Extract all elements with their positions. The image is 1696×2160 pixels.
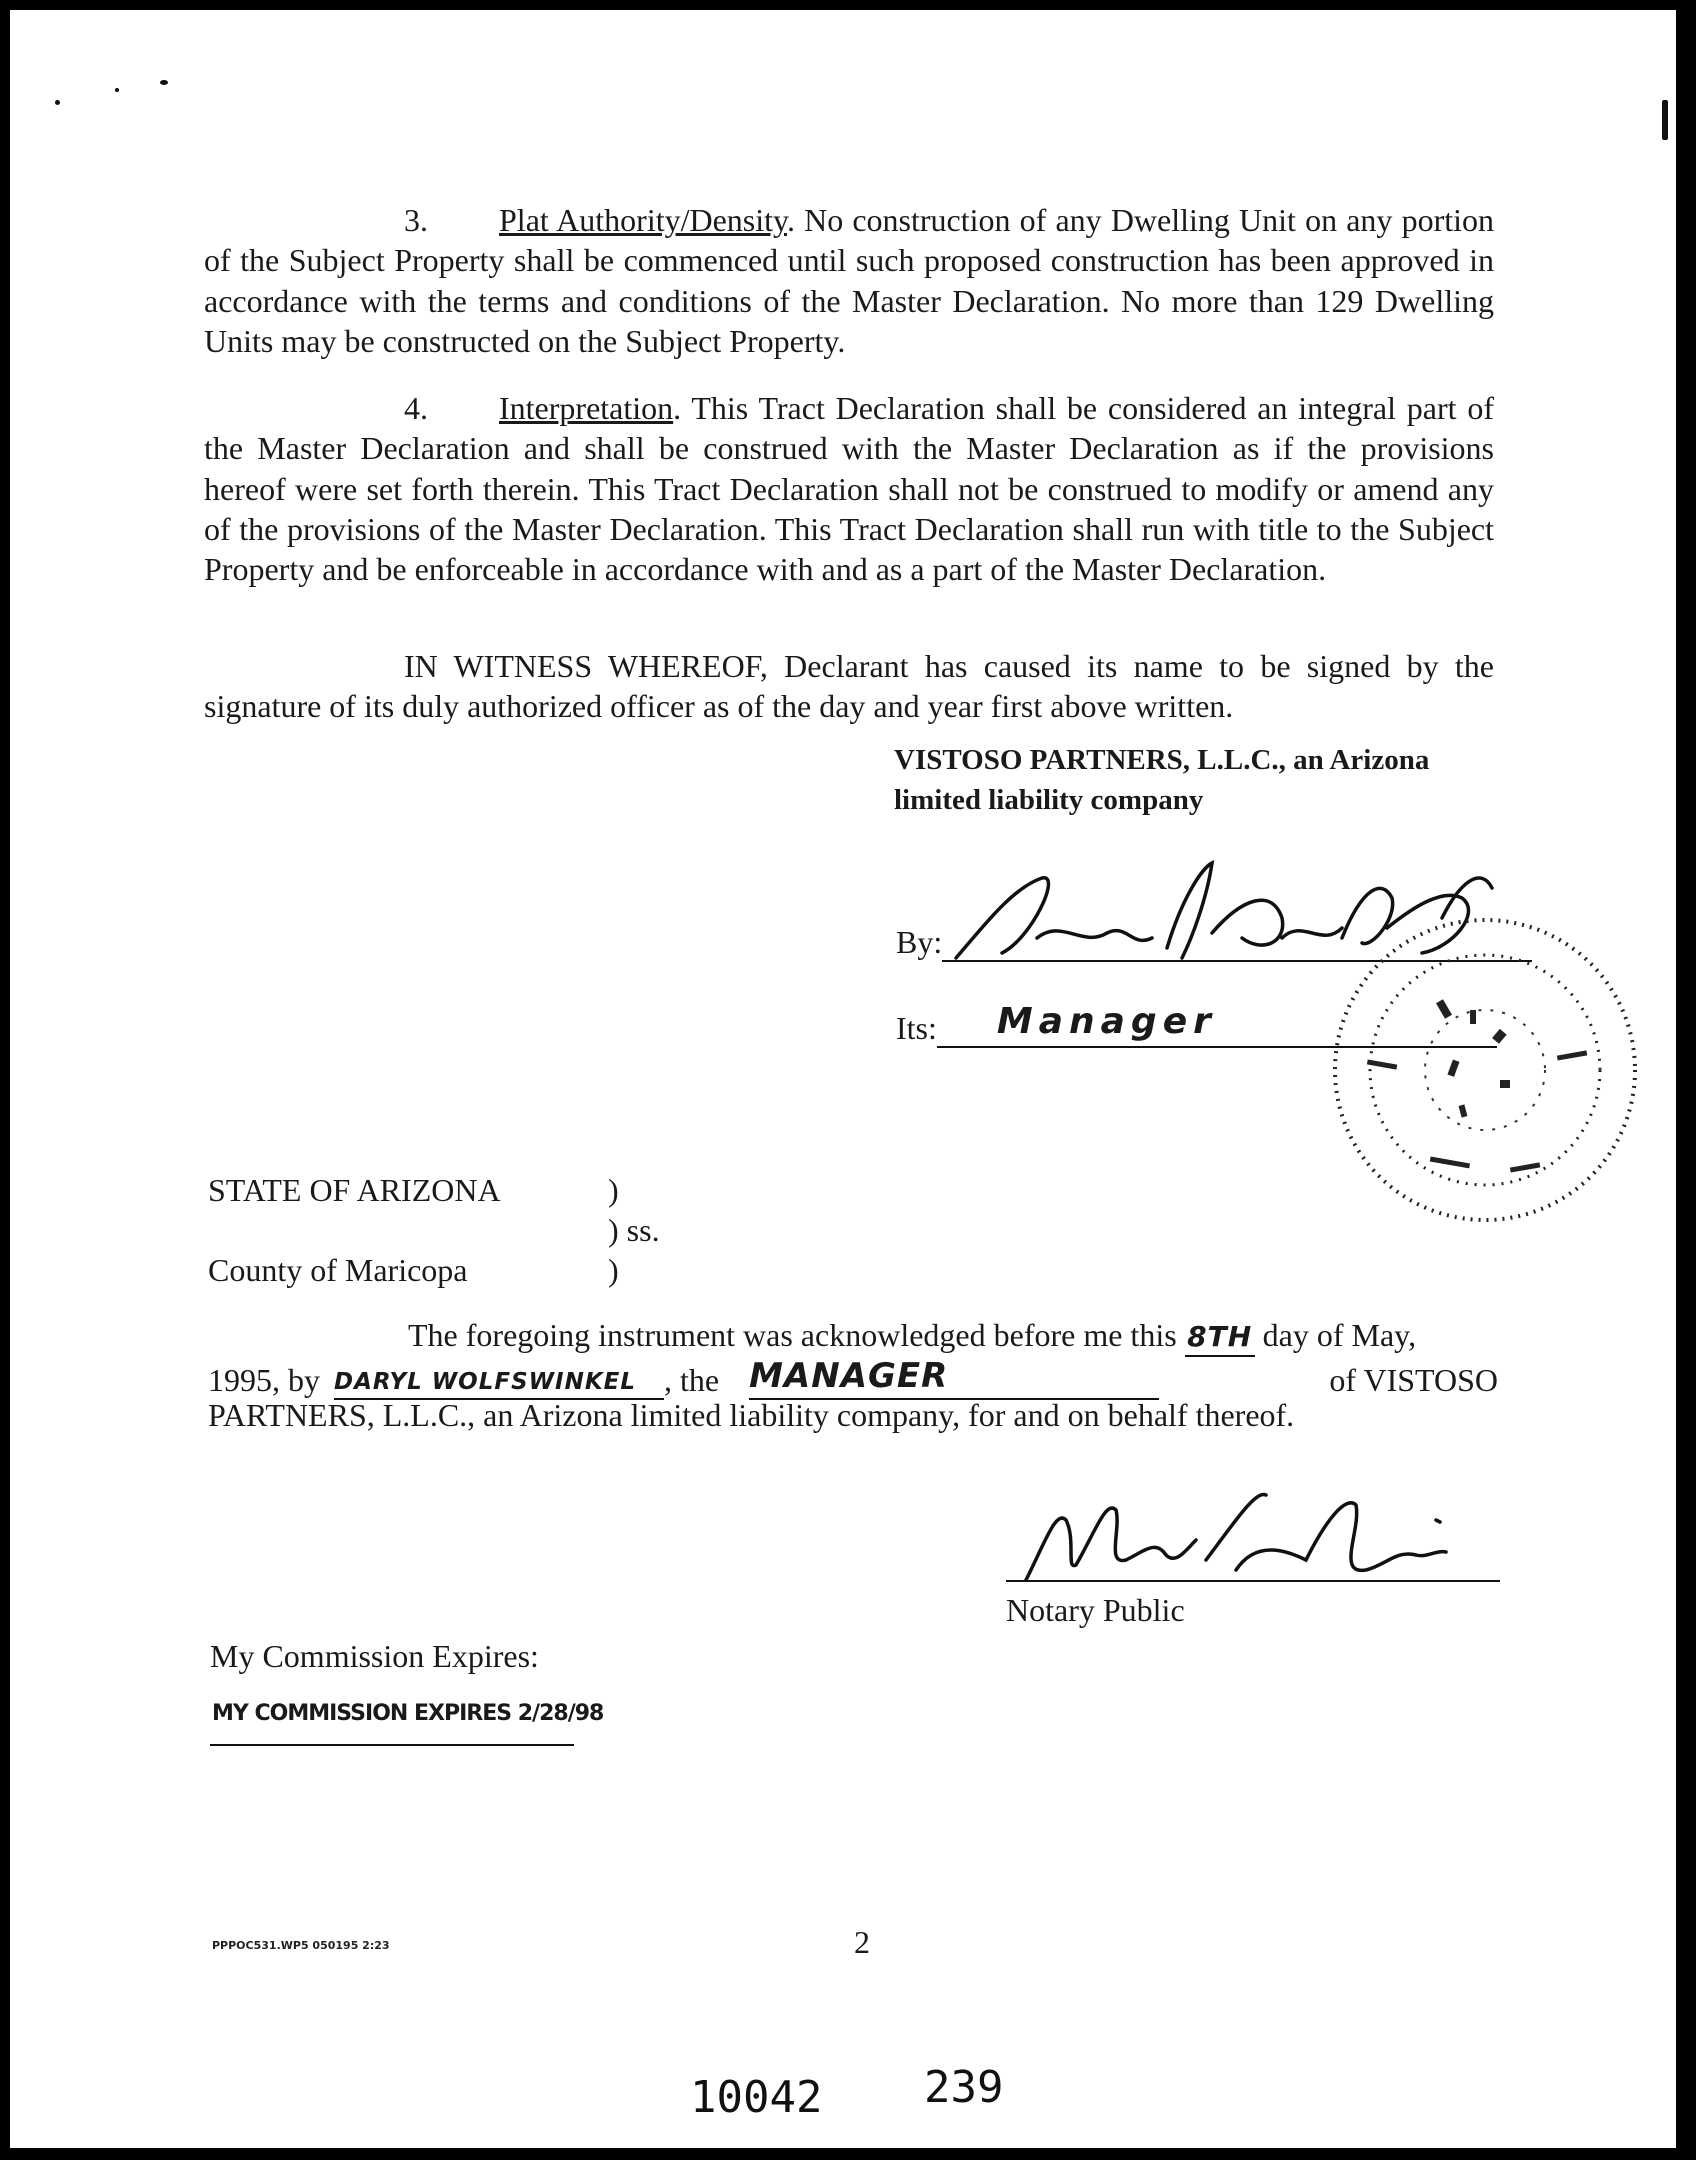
venue-state: STATE OF ARIZONA [208,1172,501,1208]
ack-title-blank [749,1355,1159,1400]
ack-day: 8TH [1187,1320,1253,1353]
page-number: 2 [854,1924,870,1960]
ack-the: , the [664,1361,720,1398]
acknowledgment-line-3 [208,1395,1294,1435]
venue-county-row [208,1250,468,1290]
company-name: VISTOSO PARTNERS, L.L.C., an Arizona [894,744,1430,776]
notary-seal [1320,910,1650,1230]
ack-year-by: 1995, by [208,1361,320,1398]
ack-lead: The foregoing instrument was acknowledged before me this [408,1317,1177,1353]
section-3-text: . No construction of any Dwelling Unit on any portion of the Subject Property shall be commenced until such proposed construction has been approved in accordance with the terms and conditions of the Master Declaration. No more than 129 Dwelling Units may be constructed on the Subject Property. [204,202,1494,359]
venue-block [208,1170,501,1210]
acknowledgment-line-1 [408,1315,1416,1357]
venue-ss: ) ss. [608,1212,660,1248]
by-label: By: [896,923,943,960]
witness-paragraph [204,646,1494,727]
venue-paren-bottom: ) [608,1252,619,1288]
venue-county: County of Maricopa [208,1252,468,1288]
document-page [10,10,1676,2148]
file-code: PPPOC531.WP5 050195 2:23 [212,1939,390,1952]
commission-label: My Commission Expires: [210,1638,539,1674]
ack-tail: PARTNERS, L.L.C., an Arizona limited liability company, for and on behalf thereof. [208,1397,1295,1433]
its-value: Manager [996,1000,1217,1042]
section-4-text: . This Tract Declaration shall be considered an integral part of the Master Declaration and shall be construed with the Master Declaration as if the provisions hereof were set forth therein. This Tract Declaration shall not be construed to modify or amend any of the provisions of the Master Declaration. This Tract Declaration shall run with title to the Subject Property and be enforceable in accordance with and as a part of the Master Declaration. [204,390,1494,588]
scan-speck [55,100,60,105]
scan-speck [160,80,168,85]
acknowledgment-line-2 [208,1355,1498,1400]
venue-paren-top: ) [608,1172,619,1208]
commission-line [210,1744,574,1746]
ack-name-blank [334,1358,664,1400]
section-4-paragraph [204,388,1494,590]
notary-signature-line [1006,1500,1500,1582]
scan-speck [115,88,119,92]
ack-name: DARYL WOLFSWINKEL [334,1368,637,1395]
ack-of: of VISTOSO [1329,1361,1498,1398]
section-3-number: 3. [404,202,428,238]
ack-month: day of May, [1262,1317,1417,1353]
ack-day-blank [1185,1315,1255,1357]
doc-number-a: 10042 [690,2072,823,2123]
section-4-heading: Interpretation [499,390,674,426]
section-4-number: 4. [404,390,428,426]
notary-signature [1006,1480,1500,1590]
scan-speck [1662,100,1668,140]
doc-number-b: 239 [924,2062,1004,2113]
ack-title: MANAGER [749,1356,949,1396]
witness-text: IN WITNESS WHEREOF, Declarant has caused its name to be signed by the signature of its duly authorized officer as of the day and year first above written. [204,648,1494,725]
notary-label: Notary Public [1006,1592,1185,1628]
company-block [894,740,1514,820]
commission-stamp: MY COMMISSION EXPIRES 2/28/98 [212,1701,604,1726]
company-type: limited liability company [894,784,1204,817]
its-label: Its: [896,1009,937,1046]
section-3-paragraph [204,200,1494,361]
section-3-heading: Plat Authority/Density [499,202,787,238]
